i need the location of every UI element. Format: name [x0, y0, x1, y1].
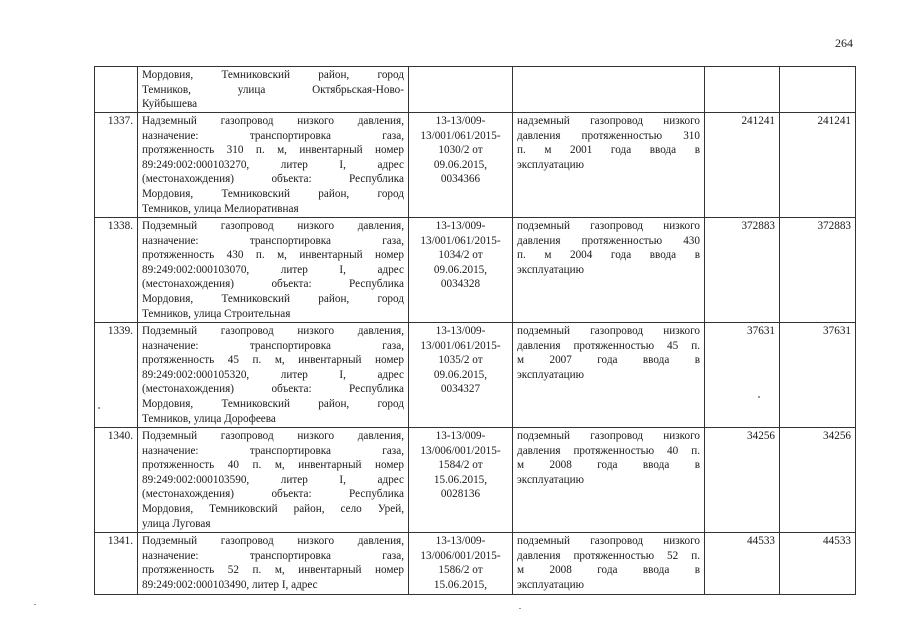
row-number: 1340.	[95, 428, 138, 533]
table-row	[95, 218, 856, 323]
registration-record	[409, 67, 513, 113]
characteristics-line: подземный газопровод низкого	[517, 220, 700, 232]
characteristics-line: давления протяженностью 40 п.	[517, 444, 700, 457]
description-line: 89:249:002:000103490, литер I, адрес	[142, 578, 318, 591]
description-line: (местонахождения) объекта: Республика	[142, 488, 404, 501]
row-number: 1337.	[95, 113, 138, 218]
description-line: протяженность 40 п. м, инвентарный номер	[142, 459, 404, 472]
row-number: 1339.	[95, 323, 138, 428]
description-line: Мордовия, Темниковский район, город	[142, 187, 404, 200]
description-line: Мордовия, Темниковский район, город	[142, 69, 404, 81]
object-description	[138, 113, 409, 218]
characteristics-line: давления протяженностью 52 п.	[517, 549, 700, 562]
registration-line: 13-13/009-	[435, 115, 486, 127]
residual-value	[780, 67, 856, 113]
registration-line: 09.06.2015,	[433, 368, 488, 381]
description-line: 89:249:002:000103270, литер I, адрес	[142, 158, 404, 171]
table-row	[95, 67, 856, 113]
book-value: 372883	[705, 218, 780, 323]
characteristics-line: эксплуатацию	[517, 368, 584, 381]
registration-line: 13-13/009-	[435, 430, 486, 442]
residual-value: 241241	[780, 113, 856, 218]
registration-line: 15.06.2015,	[433, 473, 488, 486]
characteristics-line: эксплуатацию	[517, 263, 584, 276]
characteristics-line: эксплуатацию	[517, 578, 584, 591]
description-line: протяженность 45 п. м, инвентарный номер	[142, 354, 404, 367]
object-characteristics	[513, 113, 705, 218]
characteristics-line: давления протяженностью 45 п.	[517, 339, 700, 352]
description-line: назначение: транспортировка газа,	[142, 129, 404, 142]
description-line: Мордовия, Темниковский район, село Урей,	[142, 502, 404, 515]
registration-line: 1584/2 от	[438, 459, 483, 472]
table-row	[95, 113, 856, 218]
scan-speck	[98, 407, 100, 409]
book-value: 34256	[705, 428, 780, 533]
registration-line: 0034366	[440, 173, 481, 186]
object-description	[138, 67, 409, 113]
registration-line: 1586/2 от	[438, 564, 483, 577]
scan-speck	[758, 396, 760, 398]
description-line: Подземный газопровод низкого давления,	[142, 430, 404, 442]
registration-line: 13-13/009-	[435, 220, 486, 232]
registration-line: 13/001/061/2015-	[420, 234, 501, 247]
description-line: Куйбышева	[142, 98, 198, 111]
description-line: улица Луговая	[142, 517, 211, 530]
description-line: назначение: транспортировка газа,	[142, 234, 404, 247]
characteristics-line: давления протяженностью 430	[517, 234, 700, 247]
object-characteristics	[513, 533, 705, 595]
characteristics-line: давления протяженностью 310	[517, 129, 700, 142]
description-line: Темников, улица Дорофеева	[142, 412, 276, 425]
scan-speck	[519, 608, 521, 609]
object-characteristics	[513, 218, 705, 323]
registry-table-body	[95, 67, 856, 595]
row-number	[95, 67, 138, 113]
object-description	[138, 218, 409, 323]
object-description	[138, 428, 409, 533]
registration-line: 0028136	[440, 488, 481, 501]
description-line: Подземный газопровод низкого давления,	[142, 535, 404, 547]
registration-record	[409, 428, 513, 533]
scan-speck	[34, 604, 36, 605]
registration-line: 13/006/001/2015-	[420, 444, 501, 457]
object-characteristics	[513, 67, 705, 113]
description-line: 89:249:002:000103070, литер I, адрес	[142, 263, 404, 276]
book-value	[705, 67, 780, 113]
registration-line: 0034327	[440, 383, 481, 396]
object-characteristics	[513, 428, 705, 533]
description-line: Подземный газопровод низкого давления,	[142, 220, 404, 232]
row-number: 1338.	[95, 218, 138, 323]
description-line: Темников, улица Строительная	[142, 307, 291, 320]
object-description	[138, 533, 409, 595]
book-value: 37631	[705, 323, 780, 428]
registration-line: 13/001/061/2015-	[420, 339, 501, 352]
registration-record	[409, 113, 513, 218]
registration-record	[409, 323, 513, 428]
description-line: Мордовия, Темниковский район, город	[142, 292, 404, 305]
description-line: назначение: транспортировка газа,	[142, 339, 404, 352]
registration-line: 1030/2 от	[438, 144, 483, 157]
residual-value: 44533	[780, 533, 856, 595]
table-row	[95, 533, 856, 595]
description-line: Подземный газопровод низкого давления,	[142, 325, 404, 337]
page-number: 264	[835, 36, 853, 50]
characteristics-line: эксплуатацию	[517, 158, 584, 171]
characteristics-line: подземный газопровод низкого	[517, 325, 700, 337]
characteristics-line: надземный газопровод низкого	[517, 115, 700, 127]
registration-line: 15.06.2015,	[433, 578, 488, 591]
row-number: 1341.	[95, 533, 138, 595]
description-line: Мордовия, Темниковский район, город	[142, 397, 404, 410]
characteristics-line: м 2008 года ввода в	[517, 564, 700, 577]
registration-record	[409, 218, 513, 323]
description-line: (местонахождения) объекта: Республика	[142, 383, 404, 396]
description-line: 89:249:002:000105320, литер I, адрес	[142, 368, 404, 381]
description-line: 89:249:002:000103590, литер I, адрес	[142, 473, 404, 486]
characteristics-line: эксплуатацию	[517, 473, 584, 486]
registration-line: 13/001/061/2015-	[420, 129, 501, 142]
description-line: Темников, улица Мелиоративная	[142, 202, 299, 215]
registration-line: 09.06.2015,	[433, 158, 488, 171]
description-line: протяженность 310 п. м, инвентарный номер	[142, 144, 404, 157]
registration-line: 09.06.2015,	[433, 263, 488, 276]
characteristics-line: п. м 2001 года ввода в	[517, 144, 700, 157]
registration-line: 13/006/001/2015-	[420, 549, 501, 562]
residual-value: 34256	[780, 428, 856, 533]
registration-line: 0034328	[440, 278, 481, 291]
description-line: протяженность 52 п. м, инвентарный номер	[142, 564, 404, 577]
registration-line: 13-13/009-	[435, 325, 486, 337]
characteristics-line: м 2007 года ввода в	[517, 354, 700, 367]
registration-line: 13-13/009-	[435, 535, 486, 547]
description-line: Надземный газопровод низкого давления,	[142, 115, 404, 127]
registration-record	[409, 533, 513, 595]
description-line: (местонахождения) объекта: Республика	[142, 173, 404, 186]
registration-line: 1035/2 от	[438, 354, 483, 367]
characteristics-line: подземный газопровод низкого	[517, 535, 700, 547]
object-description	[138, 323, 409, 428]
characteristics-line: подземный газопровод низкого	[517, 430, 700, 442]
description-line: назначение: транспортировка газа,	[142, 549, 404, 562]
description-line: (местонахождения) объекта: Республика	[142, 278, 404, 291]
description-line: протяженность 430 п. м, инвентарный номер	[142, 249, 404, 262]
description-line: назначение: транспортировка газа,	[142, 444, 404, 457]
book-value: 44533	[705, 533, 780, 595]
residual-value: 37631	[780, 323, 856, 428]
characteristics-line: м 2008 года ввода в	[517, 459, 700, 472]
table-row	[95, 428, 856, 533]
description-line: Темников, улица Октябрьская-Ново-	[142, 83, 404, 96]
book-value: 241241	[705, 113, 780, 218]
property-registry-table	[94, 66, 856, 595]
registration-line: 1034/2 от	[438, 249, 483, 262]
object-characteristics	[513, 323, 705, 428]
characteristics-line: п. м 2004 года ввода в	[517, 249, 700, 262]
residual-value: 372883	[780, 218, 856, 323]
table-row	[95, 323, 856, 428]
